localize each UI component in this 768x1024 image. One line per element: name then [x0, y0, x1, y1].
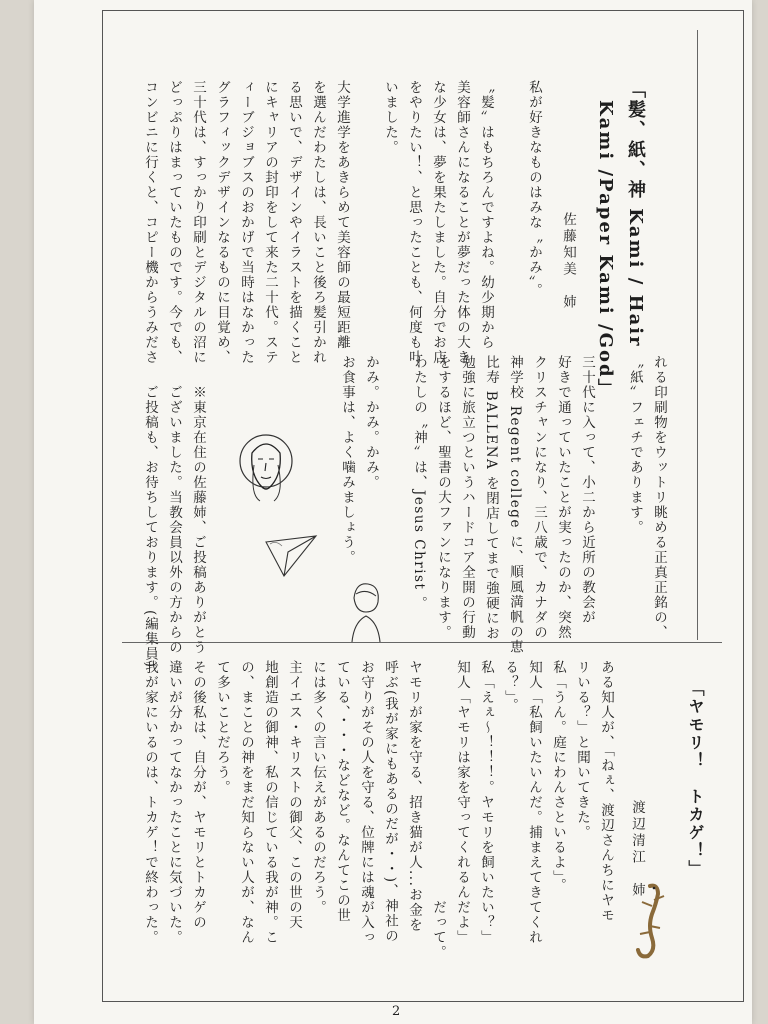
vertical-divider: [697, 30, 698, 640]
paper-airplane-icon: [262, 532, 320, 580]
jesus-sketch-icon: [230, 425, 300, 505]
editor-note: ※東京在住の佐藤姉、ご投稿ありがとう ございました。当教会員以外の方からの ご投稿も、お待ちしております。(編集員): [142, 385, 206, 669]
article1-title-line-2: Kami /Paper Kami /God」: [595, 100, 616, 399]
woman-sketch-icon: [346, 578, 386, 644]
page-number: 2: [392, 1004, 401, 1019]
article1-title-line-1: 「髪、紙、神 Kami / Hair: [625, 80, 646, 348]
article1-body: 私が好きなものはみな〝かみ〟。 〝髪〟はもちろんですよね。幼少期から 美容師さんになることが夢だった体の大き な少女は、夢を果たしました。自分でお店 をやりたい！、と思ったことも、何度も叶 いました。 大学進学をあきらめて美容師の最短距離 を選んだわたしは、長いこと後ろ髪引かれ る思いで、デザインやイラストを描くこと にキャリアの封印をして来た二十代。ステ ィーブジョブスのおかげで当時はなかった グラフィックデザインなるものに目覚め、 三十代は、すっかり印刷とデジタルの沼に どっぷりはまっていたものです。今でも、 コンビニに行くと、コピー機からうみださ: [142, 80, 542, 365]
article2-body: ある知人が、「ねぇ、渡辺さんちにヤモ リいる？」と聞いてきた。 私「うん。庭にわんさといるよ」。 知人「私飼いたいんだ。捕まえてきてくれ る？」。 私「えぇ〜！！！。ヤモリを飼いたい？」 知人「ヤモリは家を守ってくれるんだよ」 だって。 ヤモリが家を守る、招き猫が人...お金を 呼ぶ(我が家にもあるのだが・・)、神社の お守りがその人を守る、位牌には魂が入っ ている、・・・などなど。なんてこの世 には多くの言い伝えがあるのだろう。 主イエス・キリストの御父、この世の天 地創造の御神、私の信じている我が神。こ の、まことの神をまだ知らない人が、なん て多いことだろう。 その後私は、自分が、ヤモリとトカゲの 違いが分かってなかったことに気づいた。 我が家にいるのは、トカゲ！で終わった。: [142, 660, 614, 960]
article1-author: 佐藤知美 姉: [560, 212, 576, 311]
article2-author: 渡辺清江 姉: [629, 800, 645, 899]
article1-body-continued: れる印刷物をウットリ眺める正真正銘の、 〝紙〟フェチであります。 三十代に入って、小二から近所の教会が 好きで通っていたことが実ったのか、突然 クリスチャンになり、三八歳で、カナダの 神学校 Regent college に、順風満帆の恵 比寿 BALLENA を閉店してまで強硬にお 勉強に旅立つというハードコア全開の行動 をするほど、聖書の大ファンになります。 わたしの〝神〟は、Jesus Christ 。 かみ。かみ。かみ。 お食事は、よく噛みましょう。: [339, 355, 667, 655]
article2-title: 「ヤモリ！ トカゲ！」: [686, 680, 705, 878]
